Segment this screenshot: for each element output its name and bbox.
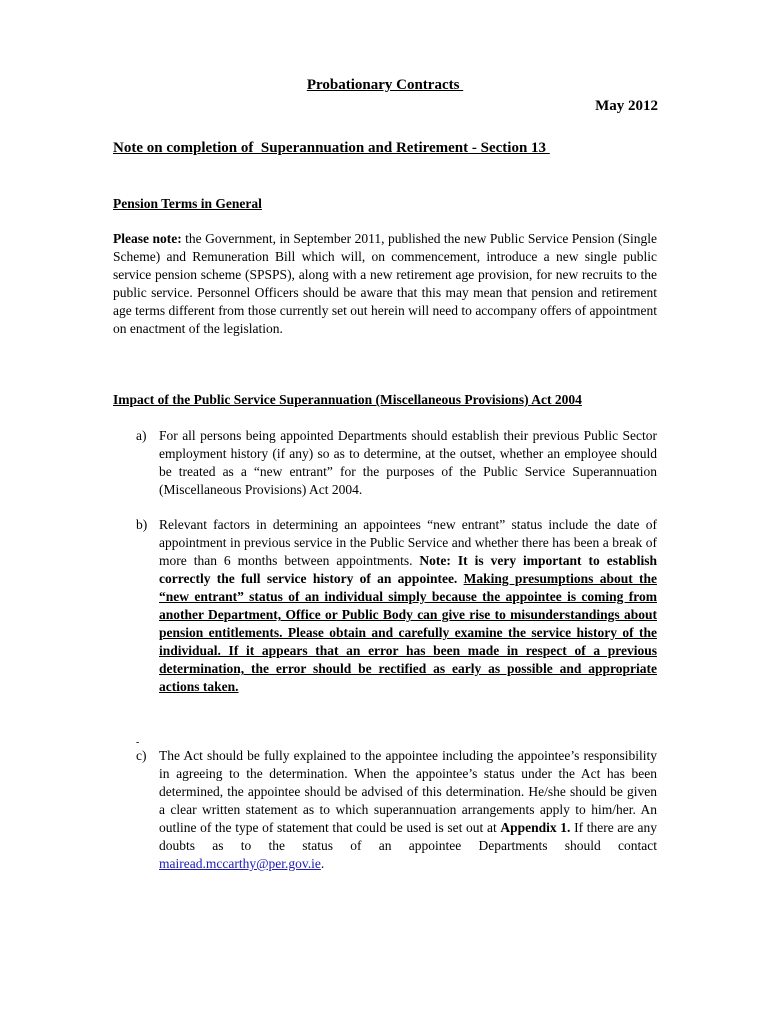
list-item-text-after: If there are any doubts as to the status of an appointee Departments should contact bbox=[159, 820, 657, 853]
please-note-label: Please note: bbox=[113, 231, 182, 246]
list-item-end: . bbox=[320, 856, 325, 871]
list-item-body bbox=[159, 747, 657, 873]
list-item-text: The Act should be fully explained to the appointee including the appointee’s responsibility in agreeing to the determination. When the appointee’s status under the Act has been determined, the appointee should be advised of this determination. He/she should be given a clear written statement as to which superannuation arrangements apply to him/her. An outline of the type of statement that could be used is set out at bbox=[159, 748, 657, 835]
list-marker: b) bbox=[136, 517, 148, 532]
important-note: Note: It is very important to establish correctly the full service history of an appointee. bbox=[159, 553, 657, 586]
stray-mark: - bbox=[136, 737, 140, 748]
pension-terms-paragraph bbox=[113, 230, 657, 338]
appendix-reference: Appendix 1. bbox=[500, 820, 571, 835]
important-warning: Making presumptions about the “new entrant” status of an individual simply because the appointee is coming from another Department, Office or Public Body can give rise to misunderstandings about pension entitlements. Please obtain and carefully examine the service history of the individual. If it appears that an error has been made in respect of a previous determination, the error should be rectified as early as possible and appropriate actions taken. bbox=[159, 571, 657, 694]
list-item-text: Relevant factors in determining an appointees “new entrant” status include the date of appointment in previous service in the Public Service and whether there has been a break of more than 6 months between appointments. bbox=[159, 517, 657, 568]
document-date: May 2012 bbox=[595, 98, 658, 114]
list-item bbox=[136, 427, 657, 499]
contact-email-link[interactable]: mairead.mccarthy@per.gov.ie bbox=[159, 856, 321, 871]
pension-terms-text: the Government, in September 2011, published the new Public Service Pension (Single Scheme) and Remuneration Bill which will, on commencement, introduce a new single public service pension scheme (SPSPS), along with a new retirement age provision, for new recruits to the public service. Personnel Officers should be aware that this may mean that pension and retirement age terms different from those currently set out herein will need to accompany offers of appointment on enactment of the legislation. bbox=[113, 231, 657, 336]
list-marker: a) bbox=[136, 428, 147, 443]
list-item-text: For all persons being appointed Departments should establish their previous Public Sector employment history (if any) so as to determine, at the outset, whether an employee should be treated as a “new entrant” for the purposes of the Public Service Superannuation (Miscellaneous Provisions) Act 2004. bbox=[159, 428, 657, 497]
list-marker: c) bbox=[136, 748, 147, 763]
pension-terms-heading: Pension Terms in General bbox=[113, 196, 262, 211]
impact-heading: Impact of the Public Service Superannuation (Miscellaneous Provisions) Act 2004 bbox=[113, 392, 582, 407]
list-item bbox=[136, 516, 657, 696]
document-title: Probationary Contracts bbox=[306, 77, 464, 93]
list-item bbox=[136, 747, 657, 873]
list-item-body bbox=[159, 516, 657, 696]
note-title: Note on completion of Superannuation and Retirement - Section 13 bbox=[113, 140, 550, 156]
